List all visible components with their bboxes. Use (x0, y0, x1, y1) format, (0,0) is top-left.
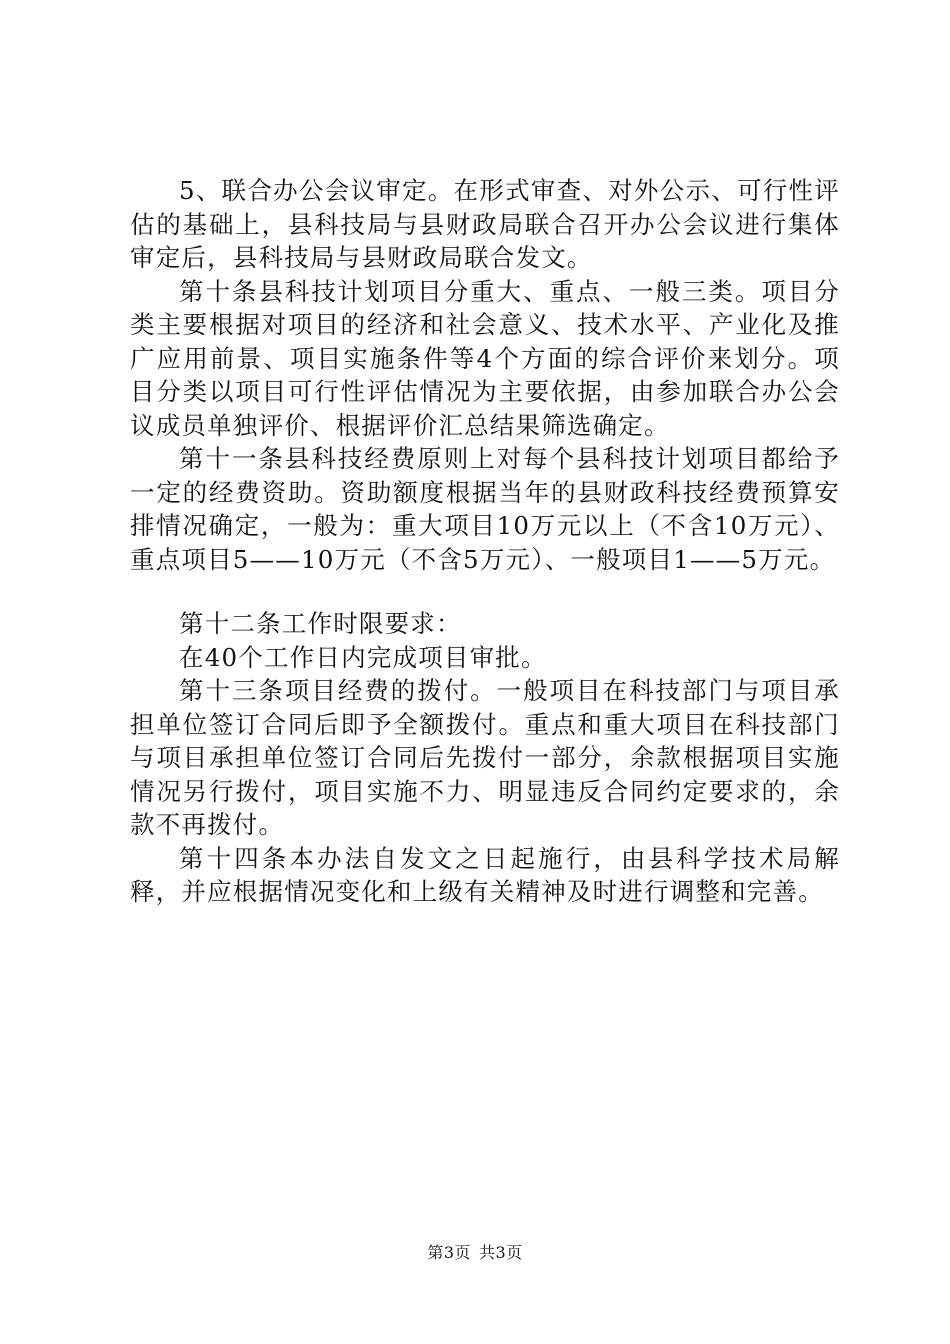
paragraph-article-11: 第十一条县科技经费原则上对每个县科技计划项目都给予一定的经费资助。资助额度根据当年的县财政科技经费预算安排情况确定，一般为：重大项目10万元以上（不含10万元）、重点项目5——10万元（不含5万元）、一般项目1——5万元。 (130, 444, 840, 574)
page-number-total: 共3页 (479, 1243, 523, 1262)
paragraph-article-13: 第十三条项目经费的拨付。一般项目在科技部门与项目承担单位签订合同后即予全额拨付。重点和重大项目在科技部门与项目承担单位签订合同后先拨付一部分，余款根据项目实施情况另行拨付，项目实施不力、明显违反合同约定要求的，余款不再拨付。 (130, 676, 840, 839)
page-footer (0, 1241, 950, 1265)
paragraph-time-limit: 在40个工作日内完成项目审批。 (179, 642, 547, 672)
paragraph-article-14: 第十四条本办法自发文之日起施行，由县科学技术局解释，并应根据情况变化和上级有关精神及时进行调整和完善。 (130, 843, 840, 906)
document-body (130, 174, 840, 909)
paragraph-article-10: 第十条县科技计划项目分重大、重点、一般三类。项目分类主要根据对项目的经济和社会意义、技术水平、产业化及推广应用前景、项目实施条件等4个方面的综合评价来划分。项目分类以项目可行性评估情况为主要依据，由参加联合办公会议成员单独评价、根据评价汇总结果筛选确定。 (130, 276, 840, 440)
paragraph-article-12: 第十二条工作时限要求： (179, 609, 462, 638)
page-number-current: 第3页 (427, 1243, 471, 1262)
paragraph-meeting-review: 5、联合办公会议审定。在形式审查、对外公示、可行性评估的基础上，县科技局与县财政局联合召开办公会议进行集体审定后，县科技局与县财政局联合发文。 (130, 176, 840, 272)
